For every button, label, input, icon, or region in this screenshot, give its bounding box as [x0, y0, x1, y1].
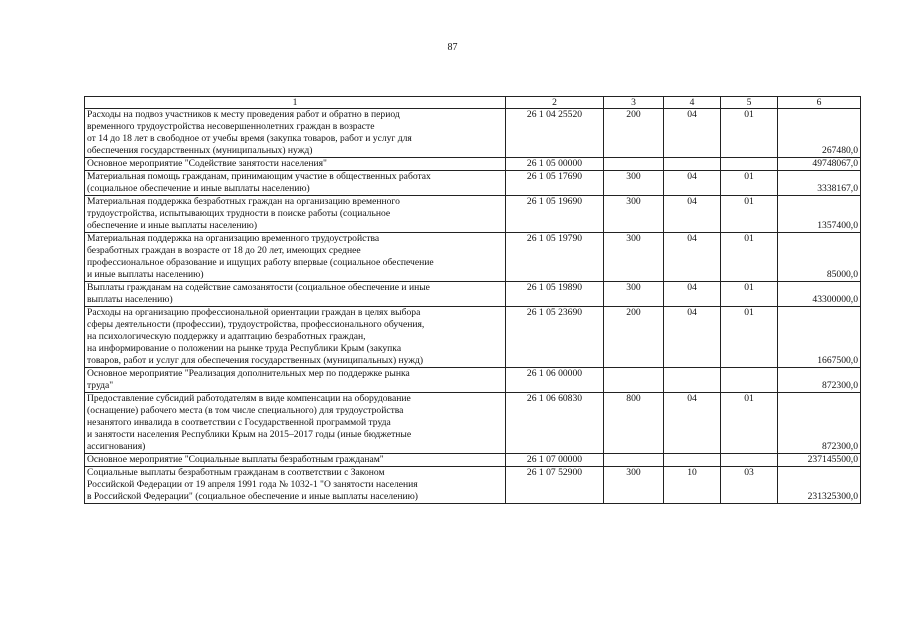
row-budget-code: 26 1 06 00000	[506, 368, 604, 393]
row-budget-code: 26 1 05 17690	[506, 171, 604, 196]
row-subsection: 01	[721, 282, 778, 307]
row-budget-code: 26 1 05 23690	[506, 307, 604, 368]
column-header-1: 1	[85, 97, 506, 109]
row-expense-type: 300	[604, 233, 664, 282]
row-expense-type	[604, 158, 664, 171]
table-row	[85, 467, 861, 504]
row-amount: 237145500,0	[778, 454, 861, 467]
table-header-row	[85, 97, 861, 109]
page-number: 87	[447, 42, 458, 53]
row-subsection: 01	[721, 393, 778, 454]
row-budget-code: 26 1 05 19890	[506, 282, 604, 307]
row-expense-type: 300	[604, 467, 664, 504]
row-amount: 267480,0	[778, 109, 861, 158]
row-amount: 85000,0	[778, 233, 861, 282]
row-budget-code: 26 1 05 00000	[506, 158, 604, 171]
row-section: 04	[664, 196, 721, 233]
row-section: 04	[664, 171, 721, 196]
row-amount: 872300,0	[778, 368, 861, 393]
table-row	[85, 282, 861, 307]
row-amount: 3338167,0	[778, 171, 861, 196]
table-row	[85, 393, 861, 454]
row-section: 04	[664, 282, 721, 307]
table-body	[85, 97, 861, 504]
column-header-3: 3	[604, 97, 664, 109]
table-row	[85, 233, 861, 282]
row-expense-type	[604, 368, 664, 393]
row-description: Расходы на организацию профессиональной ориентации граждан в целях выбора сферы деятельности (профессии), трудоустройства, профессионального обучения, на психологическую поддержку и адаптацию безработных граждан, на информирование о положении на рынке труда Республики Крым (закупка товаров, работ и услуг для обеспечения государственных (муниципальных) нужд)	[85, 307, 506, 368]
table-row	[85, 368, 861, 393]
row-description: Основное мероприятие "Социальные выплаты безработным гражданам"	[85, 454, 506, 467]
column-header-2: 2	[506, 97, 604, 109]
row-subsection: 01	[721, 196, 778, 233]
row-description: Материальная поддержка безработных граждан на организацию временного трудоустройства, испытывающих трудности в поиске работы (социальное обеспечение и иные выплаты населению)	[85, 196, 506, 233]
row-section: 04	[664, 393, 721, 454]
row-amount: 49748067,0	[778, 158, 861, 171]
table-row	[85, 307, 861, 368]
row-description: Социальные выплаты безработным гражданам в соответствии с Законом Российской Федерации от 19 апреля 1991 года № 1032-1 "О занятости населения в Российской Федерации" (социальное обеспечение и иные выплаты населению)	[85, 467, 506, 504]
row-description: Расходы на подвоз участников к месту проведения работ и обратно в период временного трудоустройства несовершеннолетних граждан в возрасте от 14 до 18 лет в свободное от учебы время (закупка товаров, работ и услуг для обеспечения государственных (муниципальных) нужд)	[85, 109, 506, 158]
column-header-4: 4	[664, 97, 721, 109]
row-expense-type: 300	[604, 196, 664, 233]
row-section: 10	[664, 467, 721, 504]
row-amount: 872300,0	[778, 393, 861, 454]
row-budget-code: 26 1 07 52900	[506, 467, 604, 504]
table-row	[85, 158, 861, 171]
table-row	[85, 454, 861, 467]
table-row	[85, 196, 861, 233]
row-section	[664, 368, 721, 393]
row-amount: 231325300,0	[778, 467, 861, 504]
row-section	[664, 454, 721, 467]
row-expense-type: 200	[604, 307, 664, 368]
row-subsection	[721, 454, 778, 467]
row-subsection: 01	[721, 109, 778, 158]
row-expense-type: 300	[604, 171, 664, 196]
row-subsection	[721, 368, 778, 393]
row-section: 04	[664, 307, 721, 368]
row-expense-type	[604, 454, 664, 467]
row-description: Материальная поддержка на организацию временного трудоустройства безработных граждан в возрасте от 18 до 20 лет, имеющих среднее профессиональное образование и ищущих работу впервые (социальное обеспечение и иные выплаты населению)	[85, 233, 506, 282]
row-amount: 1667500,0	[778, 307, 861, 368]
row-description: Основное мероприятие "Содействие занятости населения"	[85, 158, 506, 171]
row-budget-code: 26 1 05 19690	[506, 196, 604, 233]
row-description: Основное мероприятие "Реализация дополнительных мер по поддержке рынка труда"	[85, 368, 506, 393]
budget-table	[84, 96, 861, 504]
row-budget-code: 26 1 05 19790	[506, 233, 604, 282]
row-subsection: 03	[721, 467, 778, 504]
table-row	[85, 171, 861, 196]
row-subsection: 01	[721, 307, 778, 368]
row-section: 04	[664, 109, 721, 158]
column-header-5: 5	[721, 97, 778, 109]
row-section: 04	[664, 233, 721, 282]
row-description: Выплаты гражданам на содействие самозанятости (социальное обеспечение и иные выплаты населению)	[85, 282, 506, 307]
column-header-6: 6	[778, 97, 861, 109]
row-budget-code: 26 1 06 60830	[506, 393, 604, 454]
row-subsection	[721, 158, 778, 171]
row-subsection: 01	[721, 233, 778, 282]
row-subsection: 01	[721, 171, 778, 196]
row-expense-type: 800	[604, 393, 664, 454]
row-description: Материальная помощь гражданам, принимающим участие в общественных работах (социальное обеспечение и иные выплаты населению)	[85, 171, 506, 196]
row-budget-code: 26 1 04 25520	[506, 109, 604, 158]
row-expense-type: 200	[604, 109, 664, 158]
row-budget-code: 26 1 07 00000	[506, 454, 604, 467]
row-description: Предоставление субсидий работодателям в виде компенсации на оборудование (оснащение) рабочего места (в том числе специального) для трудоустройства незанятого инвалида в соответствии с Государственной программой труда и занятости населения Республики Крым на 2015–2017 годы (иные бюджетные ассигнования)	[85, 393, 506, 454]
row-amount: 1357400,0	[778, 196, 861, 233]
row-amount: 43300000,0	[778, 282, 861, 307]
row-section	[664, 158, 721, 171]
table-row	[85, 109, 861, 158]
row-expense-type: 300	[604, 282, 664, 307]
